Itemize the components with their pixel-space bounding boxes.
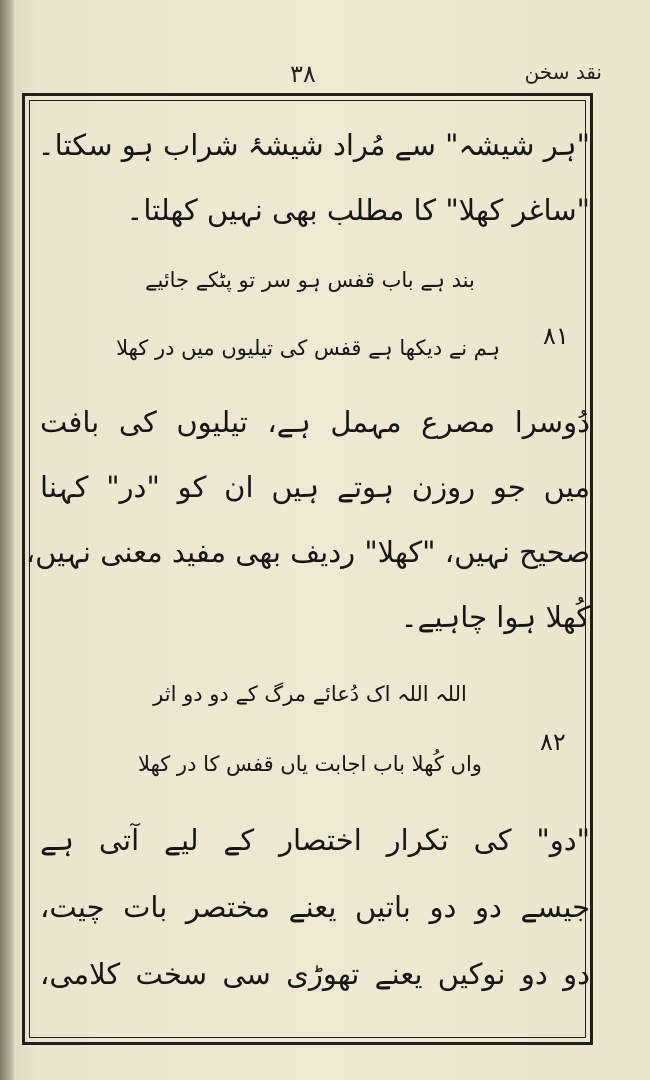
verse-misra-1: بند ہے باب قفس ہو سر تو پٹکے جائیے bbox=[145, 268, 475, 292]
page-number: ۳۸ bbox=[290, 60, 316, 88]
verse-misra-1: اللہ اللہ اک دُعائے مرگ کے دو دو اثر bbox=[153, 682, 467, 706]
prose-line: جیسے دو دو باتیں یعنے مختصر بات چیت، bbox=[40, 890, 590, 924]
verse-number: ۸۲ bbox=[540, 728, 566, 756]
prose-line: میں جو روزن ہوتے ہیں ان کو "در" کہنا bbox=[40, 470, 590, 504]
verse-misra-2: واں کُھلا باب اجابت یاں قفس کا در کھلا bbox=[138, 752, 482, 776]
prose-line: کُھلا ہوا چاہیے۔ bbox=[400, 600, 590, 634]
prose-line: دُوسرا مصرع مہمل ہے، تیلیوں کی بافت bbox=[40, 405, 590, 439]
running-head-title: نقد سخن bbox=[524, 60, 602, 84]
page-binding-edge bbox=[0, 0, 14, 1080]
verse-number: ۸۱ bbox=[543, 322, 569, 350]
prose-line: "دو" کی تکرار اختصار کے لیے آتی ہے bbox=[40, 823, 590, 857]
prose-line: "ساغر کھلا" کا مطلب بھی نہیں کھلتا۔ bbox=[126, 193, 590, 227]
prose-line: دو دو نوکیں یعنے تھوڑی سی سخت کلامی، bbox=[40, 957, 590, 991]
prose-line: "ہر شیشہ" سے مُراد شیشۂ شراب ہو سکتا۔ bbox=[37, 128, 590, 162]
verse-misra-2: ہم نے دیکھا ہے قفس کی تیلیوں میں در کھلا bbox=[116, 336, 500, 360]
prose-line: صحیح نہیں، "کھلا" ردیف بھی مفید معنی نہیں، bbox=[25, 535, 590, 569]
